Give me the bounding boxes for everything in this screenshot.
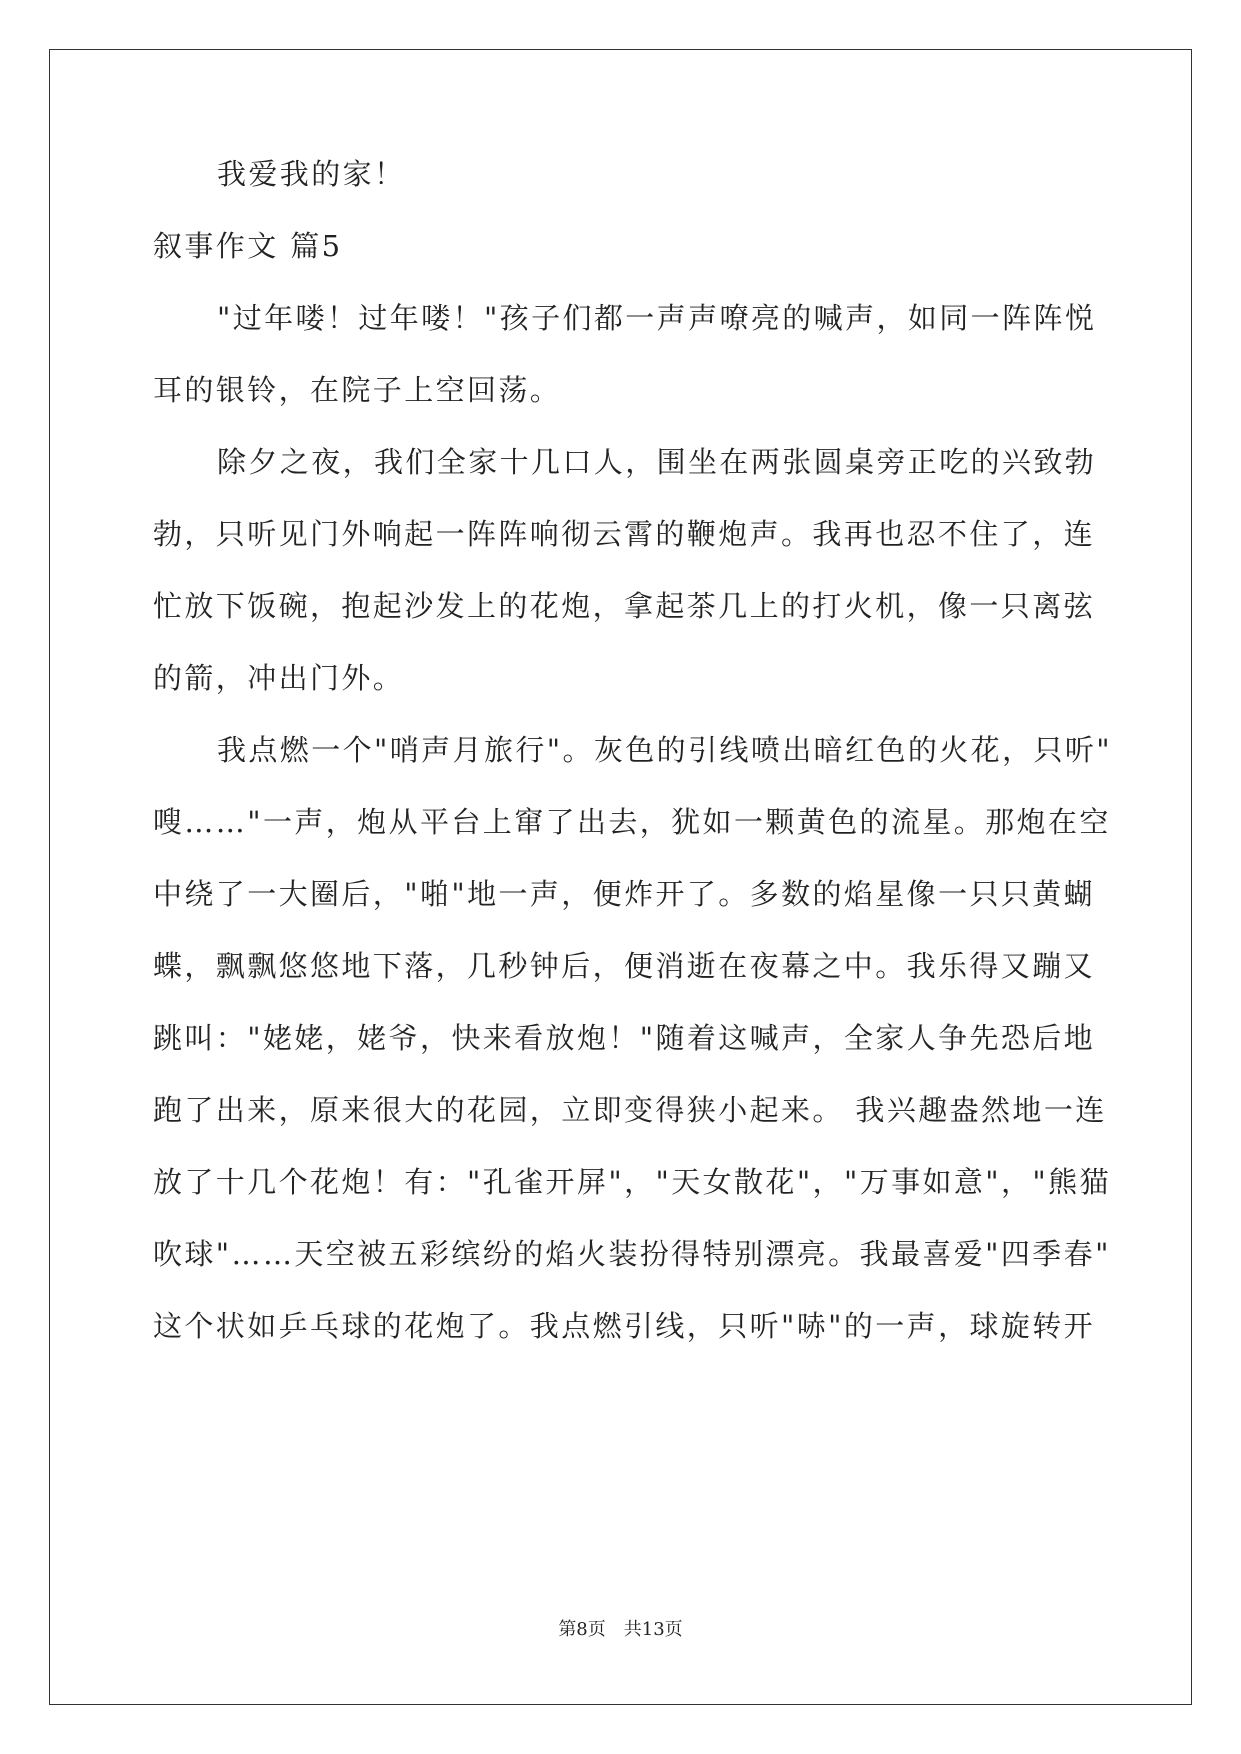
paragraph-line: 跳叫："姥姥，姥爷，快来看放炮！"随着这喊声，全家人争先恐后地 xyxy=(153,1021,1096,1055)
paragraph-line: 我爱我的家！ xyxy=(217,157,406,191)
paragraph-line: "过年喽！过年喽！"孩子们都一声声嘹亮的喊声，如同一阵阵悦 xyxy=(217,301,1097,335)
paragraph-line: 吹球"……天空被五彩缤纷的焰火装扮得特别漂亮。我最喜爱"四季春" xyxy=(153,1237,1111,1271)
paragraph-line: 耳的银铃，在院子上空回荡。 xyxy=(153,373,562,407)
paragraph-line: 嗖……"一声，炮从平台上窜了出去，犹如一颗黄色的流星。那炮在空 xyxy=(153,805,1111,839)
paragraph-line: 跑了出来，原来很大的花园，立即变得狭小起来。 我兴趣盎然地一连 xyxy=(153,1093,1107,1127)
paragraph-line: 放了十几个花炮！有："孔雀开屏"，"天女散花"，"万事如意"，"熊猫 xyxy=(153,1165,1111,1199)
paragraph-line: 我点燃一个"哨声月旅行"。灰色的引线喷出暗红色的火花，只听" xyxy=(217,733,1113,767)
paragraph-line: 中绕了一大圈后，"啪"地一声，便炸开了。多数的焰星像一只只黄蝴 xyxy=(153,877,1096,911)
paragraph-line: 这个状如乒乓球的花炮了。我点燃引线，只听"哧"的一声，球旋转开 xyxy=(153,1309,1096,1343)
paragraph-line: 忙放下饭碗，抱起沙发上的花炮，拿起茶几上的打火机，像一只离弦 xyxy=(153,589,1096,623)
paragraph-line: 蝶，飘飘悠悠地下落，几秒钟后，便消逝在夜幕之中。我乐得又蹦又 xyxy=(153,949,1096,983)
paragraph-line: 的箭，冲出门外。 xyxy=(153,661,405,695)
paragraph-line: 勃，只听见门外响起一阵阵响彻云霄的鞭炮声。我再也忍不住了，连 xyxy=(153,517,1096,551)
paragraph-line: 除夕之夜，我们全家十几口人，围坐在两张圆桌旁正吃的兴致勃 xyxy=(217,445,1097,479)
page-footer: 第8页 共13页 xyxy=(558,1619,683,1640)
section-heading: 叙事作文 篇5 xyxy=(153,229,343,263)
